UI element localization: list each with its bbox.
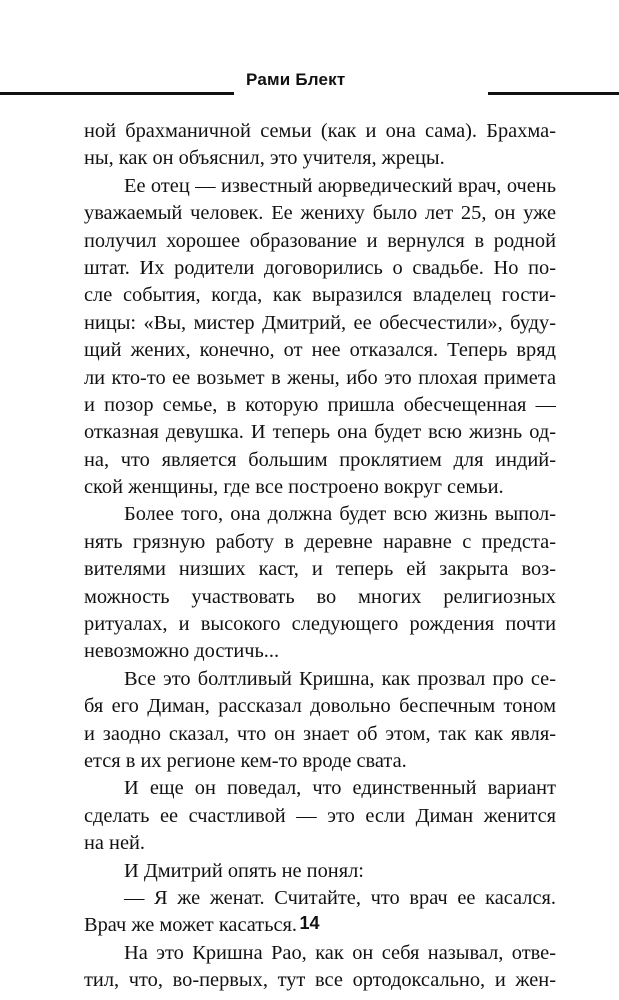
text-line: ской женщины, где все построено вокруг семьи. — [84, 476, 504, 499]
text-line: ли кто-то ее возьмет в жены, ибо это плохая примета — [84, 366, 556, 389]
running-title: Рами Блект — [246, 70, 346, 89]
text-line: на, что является большим проклятием для индий- — [84, 448, 556, 471]
text-line: щий жених, конечно, от нее отказался. Теперь вряд — [84, 339, 556, 362]
text-line: нять грязную работу в деревне наравне с предста- — [84, 530, 556, 553]
text-line: Все это болтливый Кришна, как прозвал про се- — [124, 667, 556, 690]
page-number: 14 — [299, 913, 320, 933]
text-line: ритуалах, и высокого следующего рождения почти — [84, 613, 556, 636]
text-line: — Я же женат. Считайте, что врач ее касался. — [124, 886, 556, 909]
text-line: ны, как он объяснил, это учителя, жрецы. — [84, 147, 445, 170]
text-line: штат. Их родители договорились о свадьбе. Но по- — [84, 256, 556, 279]
text-line: Ее отец — известный аюрведический врач, очень — [124, 174, 556, 197]
text-line: и позор семье, в которую пришла обесчещенная — — [84, 393, 556, 416]
text-line: сле события, когда, как выразился владелец гости- — [84, 284, 556, 307]
running-header — [0, 62, 619, 102]
text-line: на ней. — [84, 832, 146, 855]
text-line: получил хорошее образование и вернулся в родной — [84, 229, 556, 252]
header-rule-left — [0, 92, 234, 95]
text-line: бя его Диман, рассказал довольно беспечным тоном — [84, 695, 556, 718]
text-line: можность участвовать во многих религиозных — [84, 585, 556, 608]
text-line: сделать ее счастливой — это если Диман женится — [84, 804, 556, 827]
text-line: ется в их регионе кем-то вроде свата. — [84, 749, 407, 772]
text-line: уважаемый человек. Ее жениху было лет 25, он уже — [84, 202, 556, 225]
text-line: И еще он поведал, что единственный вариант — [124, 777, 556, 800]
text-line: ной брахманичной семьи (как и она сама). Брахма- — [84, 120, 556, 142]
header-rule-right — [488, 92, 619, 95]
text-line: Врач же может касаться. — [84, 914, 298, 937]
text-line: И Дмитрий опять не понял: — [124, 859, 364, 882]
text-line: Более того, она должна будет всю жизнь выпол- — [124, 503, 556, 526]
text-line: вителями низших каст, и теперь ей закрыта воз- — [84, 558, 556, 581]
body-text — [84, 118, 556, 995]
text-line: тил, что, во-первых, тут все ортодоксально, и жен- — [84, 969, 556, 992]
text-line: невозможно достичь... — [84, 640, 280, 663]
text-line: отказная девушка. И теперь она будет всю жизнь од- — [84, 421, 556, 444]
text-line: На это Кришна Рао, как он себя называл, отве- — [124, 941, 556, 964]
text-line: ницы: «Вы, мистер Дмитрий, ее обесчестили», буду- — [84, 311, 556, 334]
text-line: и заодно сказал, что он знает об этом, так как явля- — [84, 722, 556, 745]
